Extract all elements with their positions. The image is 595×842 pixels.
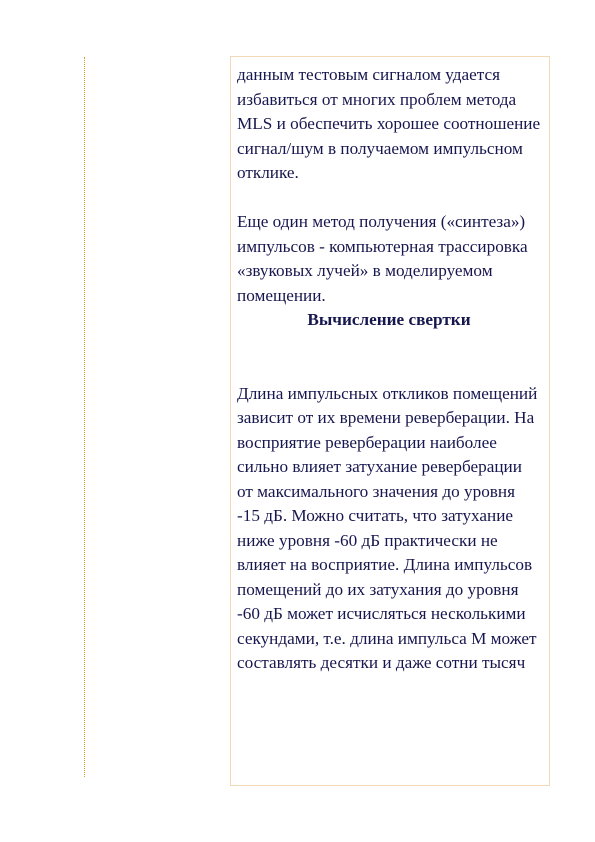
paragraph-mls-continuation: данным тестовым сигналом удается избавиться от многих проблем метода MLS и обеспечить хорошее соотношение сигнал/шум в получаемом импульсном отклике.: [237, 65, 541, 182]
text-frame: [230, 56, 550, 786]
paragraph-spacer: [237, 186, 541, 211]
margin-rule: [84, 57, 85, 777]
paragraph-ray-tracing: Еще один метод получения («синтеза») импульсов - компьютерная трассировка «звуковых лучей» в моделируемом помещении.: [237, 212, 528, 305]
section-heading: Вычисление свертки: [307, 310, 471, 329]
heading-spacer: [237, 333, 541, 382]
paragraph-impulse-length: Длина импульсных откликов помещений зависит от их времени реверберации. На восприятие реверберации наиболее сильно влияет затухание реверберации от максимального значения до уровня -15 дБ. Можно считать, что затухание ниже уровня -60 дБ практически не влияет на восприятие. Длина импульсов помещений до их затухания до уровня -60 дБ может исчисляться несколькими секундами, т.е. длина импульса M может составлять десятки и даже сотни тысяч: [237, 383, 538, 672]
